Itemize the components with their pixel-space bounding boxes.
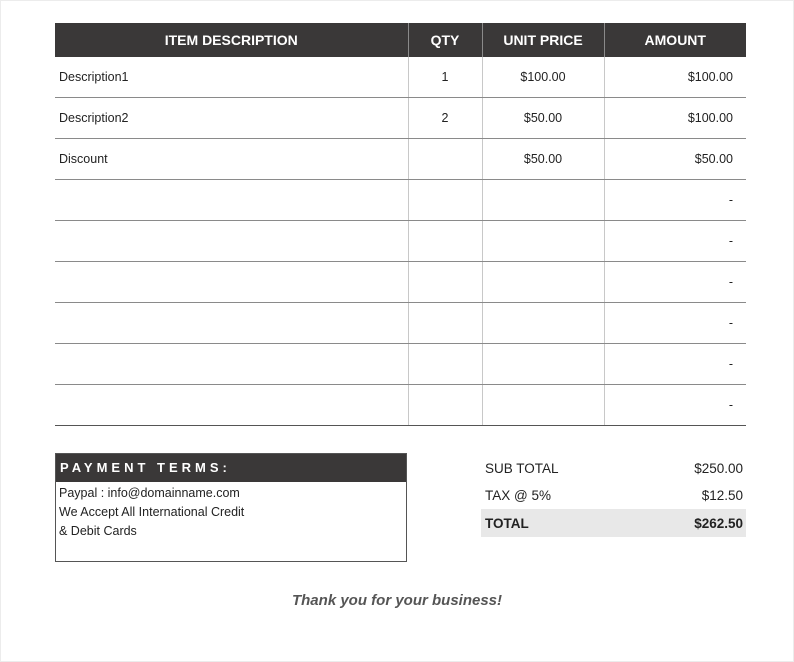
total-value: $262.50	[694, 515, 743, 531]
payment-terms-box	[55, 453, 407, 562]
tax-value: $12.50	[701, 488, 743, 503]
table-row	[55, 262, 746, 303]
cell-description	[55, 344, 408, 385]
cell-description	[55, 385, 408, 426]
cell-amount: $50.00	[604, 139, 746, 180]
table-row	[55, 303, 746, 344]
cell-amount: -	[604, 262, 746, 303]
subtotal-row	[481, 455, 746, 482]
cell-amount: -	[604, 385, 746, 426]
cell-amount: -	[604, 180, 746, 221]
cell-qty	[408, 344, 482, 385]
table-row	[55, 385, 746, 426]
cell-description: Description2	[55, 98, 408, 139]
cell-unit-price	[482, 221, 604, 262]
cell-unit-price	[482, 344, 604, 385]
thank-you-message: Thank you for your business!	[291, 592, 503, 609]
cell-amount: -	[604, 221, 746, 262]
cell-unit-price: $50.00	[482, 139, 604, 180]
cell-description	[55, 262, 408, 303]
table-row	[55, 221, 746, 262]
tax-label: TAX @ 5%	[485, 488, 551, 503]
cell-qty	[408, 303, 482, 344]
header-unit-price: UNIT PRICE	[482, 23, 604, 57]
tax-row	[481, 482, 746, 509]
payment-terms-title: PAYMENT TERMS:	[56, 454, 406, 482]
header-amount: AMOUNT	[604, 23, 746, 57]
total-label: TOTAL	[485, 515, 529, 531]
cell-amount: -	[604, 303, 746, 344]
cell-amount: $100.00	[604, 98, 746, 139]
cell-description	[55, 180, 408, 221]
table-row	[55, 139, 746, 180]
payment-terms-line: & Debit Cards	[59, 524, 137, 538]
cell-unit-price	[482, 262, 604, 303]
header-item-description: ITEM DESCRIPTION	[55, 23, 408, 57]
items-table	[55, 23, 746, 426]
cell-qty: 2	[408, 98, 482, 139]
cell-description: Description1	[55, 57, 408, 98]
table-header-row	[55, 23, 746, 57]
cell-description: Discount	[55, 139, 408, 180]
payment-terms-line: We Accept All International Credit	[59, 505, 245, 519]
cell-unit-price	[482, 385, 604, 426]
cell-qty	[408, 385, 482, 426]
table-row	[55, 57, 746, 98]
table-row	[55, 98, 746, 139]
subtotal-value: $250.00	[694, 461, 743, 476]
cell-qty	[408, 139, 482, 180]
cell-unit-price	[482, 303, 604, 344]
cell-qty	[408, 180, 482, 221]
cell-unit-price: $50.00	[482, 98, 604, 139]
totals-block	[481, 455, 746, 537]
table-row	[55, 344, 746, 385]
cell-description	[55, 303, 408, 344]
cell-unit-price	[482, 180, 604, 221]
cell-unit-price: $100.00	[482, 57, 604, 98]
payment-terms-body	[56, 482, 406, 541]
header-qty: QTY	[408, 23, 482, 57]
table-row	[55, 180, 746, 221]
cell-description	[55, 221, 408, 262]
cell-amount: -	[604, 344, 746, 385]
subtotal-label: SUB TOTAL	[485, 461, 559, 476]
cell-qty	[408, 221, 482, 262]
total-row	[481, 509, 746, 537]
cell-amount: $100.00	[604, 57, 746, 98]
payment-terms-line: Paypal : info@domainname.com	[59, 486, 240, 500]
cell-qty	[408, 262, 482, 303]
cell-qty: 1	[408, 57, 482, 98]
